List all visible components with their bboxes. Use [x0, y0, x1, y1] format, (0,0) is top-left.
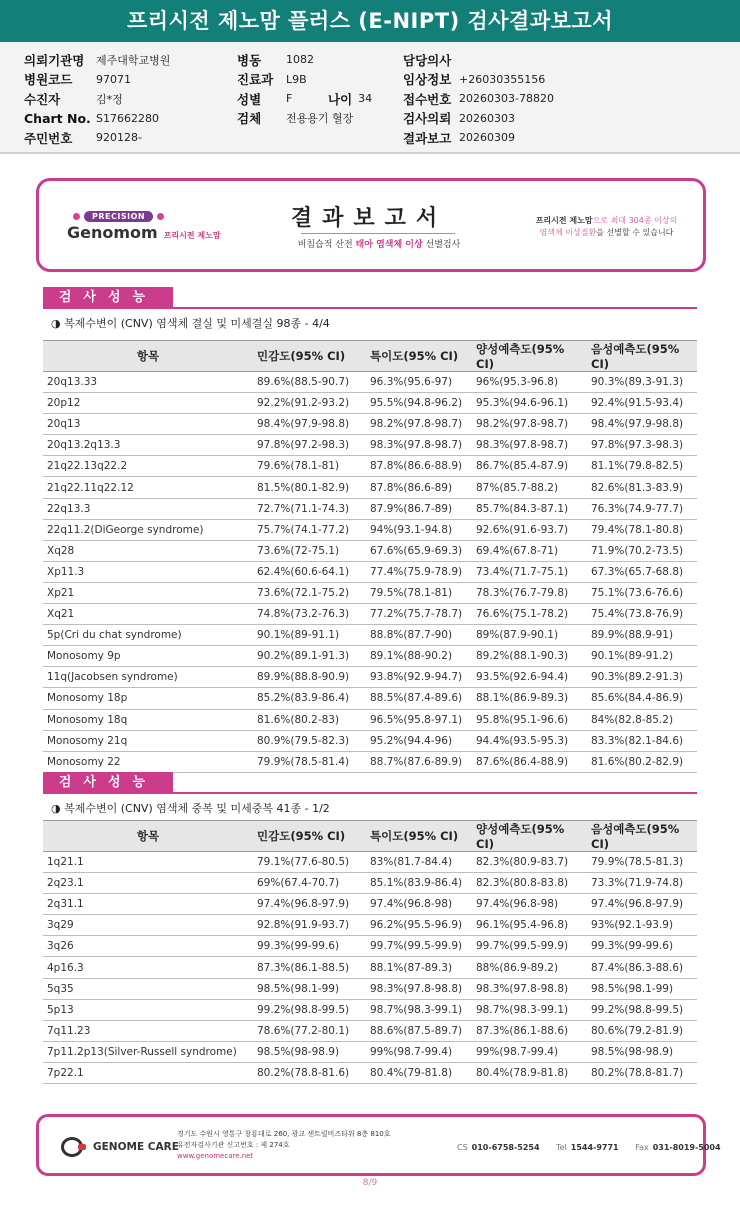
row-metric-value: 79.1%(77.6-80.5): [253, 852, 366, 873]
patient-field: [237, 50, 353, 70]
patient-field-label: 접수번호: [403, 91, 452, 107]
table-row: [43, 498, 697, 519]
row-metric-value: 93.5%(92.6-94.4): [472, 667, 587, 688]
patient-field: [403, 70, 554, 90]
section-tab: 검사성능: [43, 287, 173, 308]
patient-field-label: 검사의뢰: [403, 111, 452, 127]
row-metric-value: 98.3%(97.8-98.8): [366, 978, 472, 999]
row-metric-value: 89.1%(88-90.2): [366, 646, 472, 667]
row-metric-value: 97.4%(96.8-97.9): [253, 894, 366, 915]
note-brand: 프리시전 제노맘: [535, 216, 593, 225]
column-header: 민감도(95% CI): [253, 341, 366, 372]
patient-field-value: S17662280: [96, 111, 159, 125]
row-metric-value: 79.4%(78.1-80.8): [587, 519, 697, 540]
heading-divider: [301, 233, 455, 234]
table-row: [43, 1020, 697, 1041]
table-row: [43, 730, 697, 751]
subtitle-text-end: 선별검사: [422, 240, 461, 250]
row-metric-value: 81.1%(79.8-82.5): [587, 456, 697, 477]
row-metric-value: 98.2%(97.8-98.7): [366, 414, 472, 435]
badge-dot-icon: [73, 213, 80, 220]
column-header: 항목: [43, 341, 253, 372]
precision-badge: [69, 211, 168, 222]
genome-care-logo: [61, 1137, 179, 1157]
row-metric-value: 82.3%(80.9-83.7): [472, 852, 587, 873]
table-row: [43, 999, 697, 1020]
row-metric-value: 75.4%(73.8-76.9): [587, 604, 697, 625]
table-row: [43, 957, 697, 978]
table-row: [43, 414, 697, 435]
row-metric-value: 97.8%(97.2-98.3): [253, 435, 366, 456]
row-metric-value: 76.6%(75.1-78.2): [472, 604, 587, 625]
row-metric-value: 85.2%(83.9-86.4): [253, 688, 366, 709]
tel-number: 1544-9771: [570, 1143, 619, 1152]
row-metric-value: 82.6%(81.3-83.9): [587, 477, 697, 498]
row-metric-value: 87.3%(86.1-88.6): [472, 1020, 587, 1041]
row-item-name: Monosomy 18q: [43, 709, 253, 730]
table-row: [43, 1062, 697, 1083]
row-metric-value: 78.6%(77.2-80.1): [253, 1020, 366, 1041]
table-row: [43, 477, 697, 498]
row-metric-value: 98.4%(97.9-98.8): [253, 414, 366, 435]
patient-info-column-1: [24, 50, 170, 148]
patient-field: [237, 70, 353, 90]
row-metric-value: 87.8%(86.6-89): [366, 477, 472, 498]
patient-field-label: 병동: [237, 52, 262, 68]
precision-label: PRECISION: [84, 211, 153, 222]
column-header: 특이도(95% CI): [366, 821, 472, 852]
row-item-name: 5p(Cri du chat syndrome): [43, 625, 253, 646]
row-metric-value: 99.2%(98.8-99.5): [253, 999, 366, 1020]
patient-field-value: 1082: [286, 53, 314, 67]
section-caption-deletion: ◑ 복제수변이 (CNV) 염색체 결실 및 미세결실 98종 - 4/4: [51, 317, 330, 330]
row-metric-value: 94%(93.1-94.8): [366, 519, 472, 540]
table-row: [43, 519, 697, 540]
row-metric-value: 88%(86.9-89.2): [472, 957, 587, 978]
table-row: [43, 688, 697, 709]
row-item-name: 20q13.2q13.3: [43, 435, 253, 456]
note-highlight-2: 염색체 이상질환: [539, 228, 597, 237]
row-metric-value: 99.7%(99.5-99.9): [472, 936, 587, 957]
duplication-performance-table: [43, 820, 697, 1084]
patient-field: [237, 109, 353, 129]
row-metric-value: 83%(81.7-84.4): [366, 852, 472, 873]
table-row: [43, 393, 697, 414]
row-metric-value: 93%(92.1-93.9): [587, 915, 697, 936]
column-header: 양성예측도(95% CI): [472, 341, 587, 372]
row-metric-value: 86.7%(85.4-87.9): [472, 456, 587, 477]
row-item-name: 11q(Jacobsen syndrome): [43, 667, 253, 688]
row-item-name: 5q35: [43, 978, 253, 999]
row-metric-value: 85.7%(84.3-87.1): [472, 498, 587, 519]
patient-field-value: L9B: [286, 72, 307, 86]
row-metric-value: 75.1%(73.6-76.6): [587, 582, 697, 603]
report-subtitle: [269, 237, 489, 250]
row-metric-value: 96.2%(95.5-96.9): [366, 915, 472, 936]
row-metric-value: 98.3%(97.8-98.8): [472, 978, 587, 999]
table-row: [43, 1041, 697, 1062]
row-metric-value: 69%(67.4-70.7): [253, 873, 366, 894]
table-row: [43, 978, 697, 999]
footer-banner: [36, 1114, 721, 1176]
genomom-logo: [67, 223, 221, 242]
patient-field-value: F: [286, 92, 293, 106]
row-metric-value: 85.1%(83.9-86.4): [366, 873, 472, 894]
row-metric-value: 80.2%(78.8-81.6): [253, 1062, 366, 1083]
genome-care-logo-icon: [61, 1137, 83, 1157]
row-metric-value: 89.2%(88.1-90.3): [472, 646, 587, 667]
column-header: 민감도(95% CI): [253, 821, 366, 852]
row-metric-value: 79.5%(78.1-81): [366, 582, 472, 603]
patient-field: [24, 50, 170, 70]
patient-field-label: 병원코드: [24, 72, 73, 88]
row-metric-value: 89.6%(88.5-90.7): [253, 372, 366, 393]
patient-field-value: 전용용기 혈장: [286, 112, 354, 126]
row-metric-value: 92.4%(91.5-93.4): [587, 393, 697, 414]
row-item-name: 7q11.23: [43, 1020, 253, 1041]
patient-field: [24, 128, 170, 148]
row-metric-value: 93.8%(92.9-94.7): [366, 667, 472, 688]
row-metric-value: 96.5%(95.8-97.1): [366, 709, 472, 730]
patient-field-value: 김*정: [96, 92, 123, 106]
table-header-row: [43, 341, 697, 372]
genome-care-brand: GENOME CARE: [93, 1141, 179, 1153]
row-item-name: 22q11.2(DiGeorge syndrome): [43, 519, 253, 540]
row-metric-value: 98.5%(98.1-99): [253, 978, 366, 999]
age-field: [328, 89, 372, 109]
row-metric-value: 99%(98.7-99.4): [472, 1041, 587, 1062]
row-metric-value: 98.5%(98.1-99): [587, 978, 697, 999]
row-metric-value: 78.3%(76.7-79.8): [472, 582, 587, 603]
row-metric-value: 99.2%(98.8-99.5): [587, 999, 697, 1020]
row-metric-value: 97.4%(96.8-97.9): [587, 894, 697, 915]
row-metric-value: 98.3%(97.8-98.7): [366, 435, 472, 456]
row-metric-value: 88.1%(87-89.3): [366, 957, 472, 978]
row-metric-value: 88.6%(87.5-89.7): [366, 1020, 472, 1041]
row-metric-value: 97.8%(97.3-98.3): [587, 435, 697, 456]
section-caption-duplication: ◑ 복제수변이 (CNV) 염색체 중복 및 미세중복 41종 - 1/2: [51, 802, 330, 815]
table-row: [43, 915, 697, 936]
row-metric-value: 80.4%(79-81.8): [366, 1062, 472, 1083]
row-metric-value: 85.6%(84.4-86.9): [587, 688, 697, 709]
column-header: 특이도(95% CI): [366, 341, 472, 372]
row-metric-value: 98.4%(97.9-98.8): [587, 414, 697, 435]
row-metric-value: 87.3%(86.1-88.5): [253, 957, 366, 978]
table-row: [43, 540, 697, 561]
patient-field-value: 20260309: [459, 131, 515, 145]
row-item-name: 2q31.1: [43, 894, 253, 915]
row-metric-value: 79.9%(78.5-81.4): [253, 751, 366, 772]
table-row: [43, 936, 697, 957]
row-metric-value: 80.6%(79.2-81.9): [587, 1020, 697, 1041]
patient-field-value: 20260303: [459, 111, 515, 125]
row-metric-value: 89.9%(88.9-91): [587, 625, 697, 646]
row-metric-value: 67.3%(65.7-68.8): [587, 561, 697, 582]
section-header-duplication: [43, 772, 697, 794]
row-item-name: Monosomy 9p: [43, 646, 253, 667]
table-row: [43, 625, 697, 646]
patient-field-label: 검체: [237, 111, 262, 127]
row-metric-value: 81.6%(80.2-82.9): [587, 751, 697, 772]
patient-field-label: 의뢰기관명: [24, 52, 85, 68]
row-metric-value: 90.2%(89.1-91.3): [253, 646, 366, 667]
report-note: [519, 215, 694, 239]
row-metric-value: 99.7%(99.5-99.9): [366, 936, 472, 957]
row-item-name: Monosomy 18p: [43, 688, 253, 709]
patient-field-value: +26030355156: [459, 72, 546, 86]
row-metric-value: 87.8%(86.6-88.9): [366, 456, 472, 477]
table-row: [43, 709, 697, 730]
row-metric-value: 99.3%(99-99.6): [253, 936, 366, 957]
column-header: 양성예측도(95% CI): [472, 821, 587, 852]
report-heading: 결과보고서: [290, 205, 448, 231]
row-metric-value: 84%(82.8-85.2): [587, 709, 697, 730]
subtitle-highlight: 태아 염색체 이상: [355, 240, 423, 250]
row-item-name: Monosomy 21q: [43, 730, 253, 751]
patient-field: [403, 89, 554, 109]
table-row: [43, 582, 697, 603]
row-metric-value: 87.9%(86.7-89): [366, 498, 472, 519]
column-header: 항목: [43, 821, 253, 852]
row-metric-value: 67.6%(65.9-69.3): [366, 540, 472, 561]
patient-field-value: 97071: [96, 72, 131, 86]
footer-address: [177, 1129, 391, 1162]
row-metric-value: 80.2%(78.8-81.7): [587, 1062, 697, 1083]
tel-label: Tel: [556, 1143, 567, 1152]
row-item-name: Xp11.3: [43, 561, 253, 582]
row-metric-value: 88.8%(87.7-90): [366, 625, 472, 646]
patient-info-column-3: [403, 50, 554, 148]
patient-field-label: 결과보고: [403, 130, 452, 146]
patient-field: [403, 50, 554, 70]
row-metric-value: 88.7%(87.6-89.9): [366, 751, 472, 772]
row-metric-value: 98.2%(97.8-98.7): [472, 414, 587, 435]
row-metric-value: 79.6%(78.1-81): [253, 456, 366, 477]
row-metric-value: 74.8%(73.2-76.3): [253, 604, 366, 625]
row-metric-value: 98.5%(98-98.9): [253, 1041, 366, 1062]
column-header: 음성예측도(95% CI): [587, 821, 697, 852]
row-metric-value: 87.6%(86.4-88.9): [472, 751, 587, 772]
row-metric-value: 99%(98.7-99.4): [366, 1041, 472, 1062]
table-row: [43, 604, 697, 625]
row-metric-value: 90.1%(89-91.1): [253, 625, 366, 646]
row-metric-value: 96.1%(95.4-96.8): [472, 915, 587, 936]
address-line: 경기도 수원시 영통구 창룡대로 260, 광교 센트럴비즈타워 8층 810호: [177, 1130, 391, 1138]
row-metric-value: 71.9%(70.2-73.5): [587, 540, 697, 561]
row-item-name: Monosomy 22: [43, 751, 253, 772]
brand-sub: 프리시전 제노맘: [163, 231, 221, 240]
row-metric-value: 87%(85.7-88.2): [472, 477, 587, 498]
section-header-deletion: [43, 287, 697, 309]
row-metric-value: 79.9%(78.5-81.3): [587, 852, 697, 873]
row-item-name: 20q13.33: [43, 372, 253, 393]
row-metric-value: 98.7%(98.3-99.1): [366, 999, 472, 1020]
table-row: [43, 873, 697, 894]
row-metric-value: 97.4%(96.8-98): [366, 894, 472, 915]
table-row: [43, 561, 697, 582]
patient-field-value: 제주대학교병원: [96, 53, 171, 67]
patient-field-label: 담당의사: [403, 52, 452, 68]
age-label: 나이: [328, 91, 353, 107]
row-metric-value: 98.3%(97.8-98.7): [472, 435, 587, 456]
row-metric-value: 92.6%(91.6-93.7): [472, 519, 587, 540]
row-metric-value: 77.2%(75.7-78.7): [366, 604, 472, 625]
table-row: [43, 751, 697, 772]
row-item-name: 1q21.1: [43, 852, 253, 873]
row-metric-value: 73.3%(71.9-74.8): [587, 873, 697, 894]
row-item-name: 4p16.3: [43, 957, 253, 978]
license-line: 유전자검사기관 신고번호 : 제 274호: [177, 1141, 290, 1149]
patient-info-panel: [0, 42, 740, 154]
age-value: 34: [358, 92, 373, 106]
patient-field-value: 20260303-78820: [459, 92, 554, 106]
deletion-performance-table: [43, 340, 697, 773]
row-metric-value: 98.5%(98-98.9): [587, 1041, 697, 1062]
row-metric-value: 99.3%(99-99.6): [587, 936, 697, 957]
badge-dot-icon: [157, 213, 164, 220]
row-item-name: 3q29: [43, 915, 253, 936]
row-metric-value: 96%(95.3-96.8): [472, 372, 587, 393]
table-row: [43, 852, 697, 873]
brand-name: Genomom: [67, 223, 158, 242]
cs-label: CS: [457, 1143, 468, 1152]
section-tab: 검사성능: [43, 772, 173, 793]
subtitle-text: 비침습적 산전: [297, 240, 356, 250]
row-metric-value: 72.7%(71.1-74.3): [253, 498, 366, 519]
row-item-name: Xp21: [43, 582, 253, 603]
row-metric-value: 88.1%(86.9-89.3): [472, 688, 587, 709]
patient-field-label: 진료과: [237, 72, 274, 88]
row-metric-value: 92.2%(91.2-93.2): [253, 393, 366, 414]
row-metric-value: 81.6%(80.2-83): [253, 709, 366, 730]
row-item-name: Xq21: [43, 604, 253, 625]
cs-number: 010-6758-5254: [471, 1143, 540, 1152]
patient-field-label: 임상정보: [403, 72, 452, 88]
row-metric-value: 73.4%(71.7-75.1): [472, 561, 587, 582]
patient-field: [24, 89, 170, 109]
table-row: [43, 456, 697, 477]
website-link[interactable]: www.genomecare.net: [177, 1152, 254, 1160]
column-header: 음성예측도(95% CI): [587, 341, 697, 372]
row-item-name: 7p22.1: [43, 1062, 253, 1083]
row-item-name: 2q23.1: [43, 873, 253, 894]
patient-field-value: 920128-: [96, 131, 142, 145]
page-number: 8/9: [362, 1178, 378, 1188]
row-item-name: 21q22.11q22.12: [43, 477, 253, 498]
row-metric-value: 95.5%(94.8-96.2): [366, 393, 472, 414]
row-metric-value: 83.3%(82.1-84.6): [587, 730, 697, 751]
row-metric-value: 98.7%(98.3-99.1): [472, 999, 587, 1020]
row-metric-value: 80.9%(79.5-82.3): [253, 730, 366, 751]
row-metric-value: 89.9%(88.8-90.9): [253, 667, 366, 688]
row-item-name: 20p12: [43, 393, 253, 414]
note-text: 을 선별할 수 있습니다: [596, 228, 674, 237]
row-item-name: Xq28: [43, 540, 253, 561]
result-report-banner: [36, 178, 706, 272]
row-item-name: 20q13: [43, 414, 253, 435]
patient-field-label: 주민번호: [24, 130, 73, 146]
patient-field-label: 성별: [237, 91, 262, 107]
patient-field-label: Chart No.: [24, 110, 91, 126]
row-metric-value: 96.3%(95.6-97): [366, 372, 472, 393]
table-header-row: [43, 821, 697, 852]
row-metric-value: 89%(87.9-90.1): [472, 625, 587, 646]
row-metric-value: 95.8%(95.1-96.6): [472, 709, 587, 730]
patient-field: [24, 109, 170, 129]
table-row: [43, 435, 697, 456]
row-metric-value: 94.4%(93.5-95.3): [472, 730, 587, 751]
row-metric-value: 73.6%(72-75.1): [253, 540, 366, 561]
row-metric-value: 75.7%(74.1-77.2): [253, 519, 366, 540]
row-item-name: 22q13.3: [43, 498, 253, 519]
row-item-name: 7p11.2p13(Silver-Russell syndrome): [43, 1041, 253, 1062]
row-metric-value: 82.3%(80.8-83.8): [472, 873, 587, 894]
row-metric-value: 69.4%(67.8-71): [472, 540, 587, 561]
row-metric-value: 90.1%(89-91.2): [587, 646, 697, 667]
row-metric-value: 95.3%(94.6-96.1): [472, 393, 587, 414]
row-metric-value: 77.4%(75.9-78.9): [366, 561, 472, 582]
row-item-name: 21q22.13q22.2: [43, 456, 253, 477]
row-metric-value: 88.5%(87.4-89.6): [366, 688, 472, 709]
fax-number: 031-8019-5004: [652, 1143, 721, 1152]
row-metric-value: 62.4%(60.6-64.1): [253, 561, 366, 582]
row-metric-value: 81.5%(80.1-82.9): [253, 477, 366, 498]
row-item-name: 3q26: [43, 936, 253, 957]
row-metric-value: 73.6%(72.1-75.2): [253, 582, 366, 603]
table-row: [43, 372, 697, 393]
patient-field: [24, 70, 170, 90]
footer-contacts: [457, 1143, 735, 1152]
patient-field-label: 수진자: [24, 91, 61, 107]
note-highlight: 으로 최대 304종 이상의: [592, 216, 678, 225]
row-metric-value: 87.4%(86.3-88.6): [587, 957, 697, 978]
fax-label: Fax: [635, 1143, 649, 1152]
table-row: [43, 667, 697, 688]
row-metric-value: 76.3%(74.9-77.7): [587, 498, 697, 519]
row-item-name: 5p13: [43, 999, 253, 1020]
row-metric-value: 97.4%(96.8-98): [472, 894, 587, 915]
row-metric-value: 92.8%(91.9-93.7): [253, 915, 366, 936]
row-metric-value: 90.3%(89.2-91.3): [587, 667, 697, 688]
table-row: [43, 646, 697, 667]
patient-field: [403, 109, 554, 129]
patient-field: [403, 128, 554, 148]
row-metric-value: 80.4%(78.9-81.8): [472, 1062, 587, 1083]
report-title-bar: 프리시전 제노맘 플러스 (E-NIPT) 검사결과보고서: [0, 0, 740, 42]
row-metric-value: 95.2%(94.4-96): [366, 730, 472, 751]
table-row: [43, 894, 697, 915]
row-metric-value: 90.3%(89.3-91.3): [587, 372, 697, 393]
